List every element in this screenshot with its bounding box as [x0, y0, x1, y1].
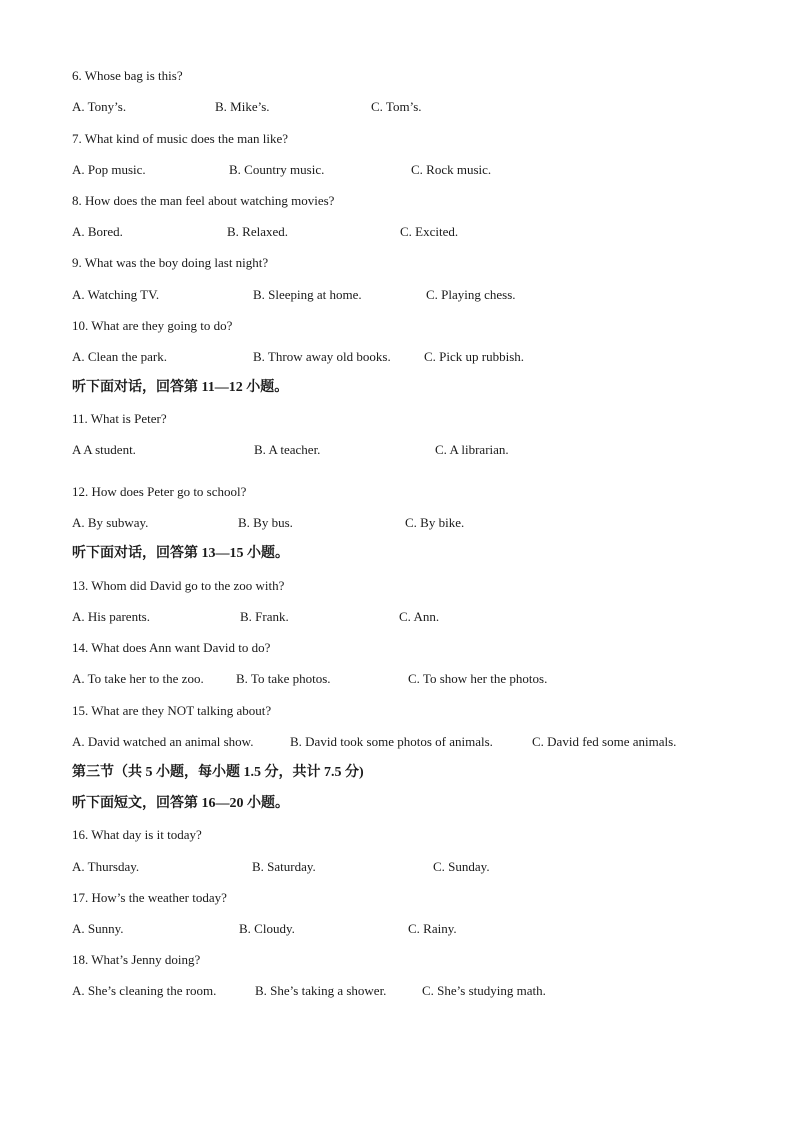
option-a: A. Clean the park. [72, 349, 167, 364]
option-b: B. By bus. [238, 515, 293, 530]
question-17: 17. How’s the weather today? [72, 890, 227, 905]
option-a: A A student. [72, 442, 136, 457]
option-b: B. To take photos. [236, 671, 331, 686]
question-8: 8. How does the man feel about watching movies? [72, 193, 335, 208]
option-c: C. David fed some animals. [532, 734, 677, 749]
question-6: 6. Whose bag is this? [72, 68, 183, 83]
option-c: C. Rock music. [411, 162, 492, 177]
option-b: B. A teacher. [254, 442, 321, 457]
question-12: 12. How does Peter go to school? [72, 484, 247, 499]
question-18: 18. What’s Jenny doing? [72, 952, 201, 967]
option-c: C. A librarian. [435, 442, 509, 457]
option-a: A. His parents. [72, 609, 150, 624]
option-b: B. Country music. [229, 162, 325, 177]
question-16: 16. What day is it today? [72, 827, 202, 842]
option-c: C. Ann. [399, 609, 440, 624]
option-a: A. Bored. [72, 224, 123, 239]
option-b: B. Frank. [240, 609, 289, 624]
option-b: B. Relaxed. [227, 224, 289, 239]
question-14: 14. What does Ann want David to do? [72, 640, 271, 655]
option-b: B. Mike’s. [215, 99, 270, 114]
section-heading-16-20: 听下面短文，回答第 16—20 小题。 [72, 796, 289, 811]
option-c: C. To show her the photos. [408, 671, 548, 686]
option-b: B. Cloudy. [239, 921, 295, 936]
section-three-heading: 第三节（共 5 小题，每小题 1.5 分，共计 7.5 分) [72, 765, 364, 780]
question-10: 10. What are they going to do? [72, 318, 233, 333]
question-11: 11. What is Peter? [72, 411, 167, 426]
option-a: A. Pop music. [72, 162, 146, 177]
option-b: B. Sleeping at home. [253, 287, 362, 302]
option-b: B. She’s taking a shower. [255, 983, 387, 998]
section-heading-11-12: 听下面对话，回答第 11—12 小题。 [72, 380, 289, 395]
option-b: B. Saturday. [252, 859, 316, 874]
option-c: C. Pick up rubbish. [424, 349, 525, 364]
option-b: B. David took some photos of animals. [290, 734, 493, 749]
option-a: A. Thursday. [72, 859, 140, 874]
option-a: A. She’s cleaning the room. [72, 983, 217, 998]
option-a: A. By subway. [72, 515, 149, 530]
question-15: 15. What are they NOT talking about? [72, 703, 272, 718]
option-c: C. Rainy. [408, 921, 457, 936]
option-a: A. To take her to the zoo. [72, 671, 204, 686]
option-c: C. Sunday. [433, 859, 490, 874]
option-c: C. Tom’s. [371, 99, 422, 114]
option-a: A. Tony’s. [72, 99, 127, 114]
option-c: C. By bike. [405, 515, 465, 530]
section-heading-13-15: 听下面对话，回答第 13—15 小题。 [72, 546, 289, 561]
option-c: C. She’s studying math. [422, 983, 546, 998]
question-9: 9. What was the boy doing last night? [72, 255, 269, 270]
option-c: C. Excited. [400, 224, 459, 239]
question-13: 13. Whom did David go to the zoo with? [72, 578, 285, 593]
option-b: B. Throw away old books. [253, 349, 391, 364]
option-c: C. Playing chess. [426, 287, 516, 302]
option-a: A. Watching TV. [72, 287, 160, 302]
option-a: A. David watched an animal show. [72, 734, 254, 749]
question-7: 7. What kind of music does the man like? [72, 131, 289, 146]
option-a: A. Sunny. [72, 921, 124, 936]
